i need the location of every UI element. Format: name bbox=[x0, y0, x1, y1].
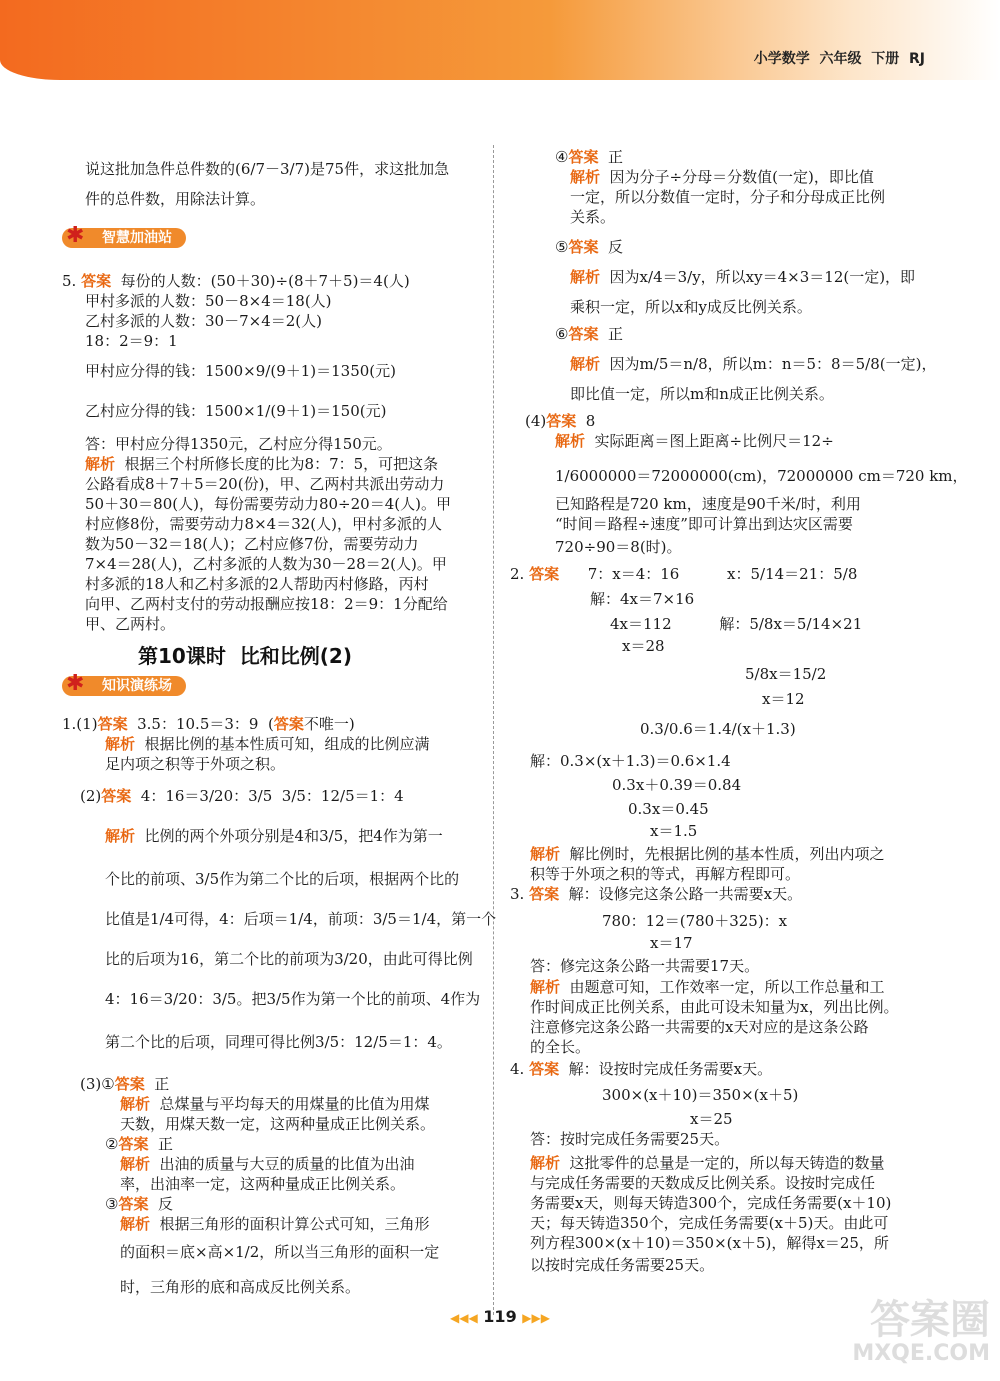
left-line-19: 解析 根据比例的基本性质可知，组成的比例应满 bbox=[105, 735, 430, 753]
right-line-18: 4x＝112 解：5/8x＝5/14×21 bbox=[610, 615, 863, 633]
left-arrows-icon: ◀◀◀ bbox=[450, 1311, 478, 1325]
right-line-43: 务需要x天，则每天铸造300个，完成任务需要(x＋10) bbox=[530, 1194, 892, 1212]
column-divider bbox=[493, 145, 494, 1315]
right-line-2: 一定，所以分数值一定时，分子和分母成正比例 bbox=[570, 188, 886, 206]
left-line-28: (3)①答案 正 bbox=[80, 1075, 170, 1093]
left-line-33: 率，出油率一定，这两种量成正比例关系。 bbox=[120, 1175, 406, 1193]
left-line-10: 公路看成8＋7＋5＝20(份)，甲、乙两村共派出劳动力 bbox=[85, 475, 445, 493]
left-line-7: 乙村应分得的钱：1500×1/(9＋1)＝150(元) bbox=[85, 402, 387, 420]
right-line-31: x＝17 bbox=[650, 934, 693, 952]
left-line-2: 5. 答案 每份的人数：(50＋30)÷(8＋7＋5)＝4(人) bbox=[62, 272, 410, 290]
right-line-46: 以按时完成任务需要25天。 bbox=[530, 1256, 715, 1274]
left-line-23: 个比的前项、3/5作为第二个比的后项，根据两个比的 bbox=[105, 870, 460, 888]
left-line-6: 甲村应分得的钱：1500×9/(9＋1)＝1350(元) bbox=[85, 362, 397, 380]
right-line-19: x＝28 bbox=[622, 637, 665, 655]
lesson-title: 第10课时 比和比例(2) bbox=[138, 644, 352, 668]
left-line-36: 的面积＝底×高×1/2，所以当三角形的面积一定 bbox=[120, 1243, 440, 1261]
left-line-26: 4：16＝3/20：3/5。把3/5作为第一个比的前项、4作为 bbox=[105, 990, 481, 1008]
right-line-45: 列方程300×(x＋10)＝350×(x＋5)，解得x＝25，所 bbox=[530, 1234, 889, 1252]
right-line-27: 解析 解比例时，先根据比例的基本性质，列出内项之 bbox=[530, 845, 885, 863]
right-line-30: 780：12＝(780＋325)：x bbox=[602, 912, 788, 930]
left-line-25: 比的后项为16，第二个比的前项为3/20，由此可得比例 bbox=[105, 950, 473, 968]
left-line-29: 解析 总煤量与平均每天的用煤量的比值为用煤 bbox=[120, 1095, 430, 1113]
right-line-9: 即比值一定，所以m和n成正比例关系。 bbox=[570, 385, 834, 403]
left-line-3: 甲村多派的人数：50－8×4＝18(人) bbox=[85, 292, 332, 310]
left-line-32: 解析 出油的质量与大豆的质量的比值为出油 bbox=[120, 1155, 415, 1173]
right-arrows-icon: ▶▶▶ bbox=[522, 1311, 550, 1325]
right-line-12: 1/6000000＝72000000(cm)，72000000 cm＝720 km， bbox=[555, 467, 968, 485]
section-banner-wisdom: ✱ 智慧加油站 bbox=[62, 228, 186, 248]
right-line-32: 答：修完这条公路一共需要17天。 bbox=[530, 957, 760, 975]
left-line-9: 解析 根据三个村所修长度的比为8：7：5，可把这条 bbox=[85, 455, 439, 473]
right-line-23: 解：0.3×(x＋1.3)＝0.6×1.4 bbox=[530, 752, 731, 770]
right-line-26: x＝1.5 bbox=[650, 822, 698, 840]
right-line-0: ④答案 正 bbox=[555, 148, 624, 166]
right-line-35: 注意修完这条公路一共需要的x天对应的是这条公路 bbox=[530, 1018, 869, 1036]
left-line-4: 乙村多派的人数：30－7×4＝2(人) bbox=[85, 312, 322, 330]
left-line-5: 18：2＝9：1 bbox=[85, 332, 178, 350]
left-line-31: ②答案 正 bbox=[105, 1135, 174, 1153]
right-line-40: 答：按时完成任务需要25天。 bbox=[530, 1130, 730, 1148]
left-line-15: 村多派的18人和乙村多派的2人帮助丙村修路，丙村 bbox=[85, 575, 429, 593]
right-line-29: 3. 答案 解：设修完这条公路一共需要x天。 bbox=[510, 885, 803, 903]
right-line-13: 已知路程是720 km，速度是90千米/时，利用 bbox=[555, 495, 861, 513]
left-line-27: 第二个比的后项，同理可得比例3/5：12/5＝1：4。 bbox=[105, 1033, 452, 1051]
left-line-22: 解析 比例的两个外项分别是4和3/5，把4作为第一 bbox=[105, 827, 443, 845]
right-line-5: 解析 因为x/4＝3/y，所以xy＝4×3＝12(一定)，即 bbox=[570, 268, 916, 286]
left-line-37: 时，三角形的底和高成反比例关系。 bbox=[120, 1278, 361, 1296]
runner-icon: ✱ bbox=[66, 671, 85, 696]
right-line-25: 0.3x＝0.45 bbox=[628, 800, 709, 818]
right-line-14: “时间＝路程÷速度”即可计算出到达灾区需要 bbox=[555, 515, 853, 533]
right-line-34: 作时间成正比例关系，由此可设未知量为x，列出比例。 bbox=[530, 998, 899, 1016]
right-line-39: x＝25 bbox=[690, 1110, 733, 1128]
right-line-6: 乘积一定，所以x和y成反比例关系。 bbox=[570, 298, 812, 316]
left-line-20: 足内项之积等于外项之积。 bbox=[105, 755, 286, 773]
left-line-18: 1.(1)答案 3.5：10.5＝3：9 (答案不唯一) bbox=[62, 715, 355, 733]
left-line-13: 数为50－32＝18(人)；乙村应修7份，需要劳动力 bbox=[85, 535, 419, 553]
left-line-16: 向甲、乙两村支付的劳动报酬应按18：2＝9：1分配给 bbox=[85, 595, 448, 613]
right-line-8: 解析 因为m/5＝n/8，所以m：n＝5：8＝5/8(一定)， bbox=[570, 355, 937, 373]
right-line-20: 5/8x＝15/2 bbox=[745, 665, 827, 683]
runner-icon: ✱ bbox=[66, 223, 85, 248]
page-number: 119 bbox=[483, 1307, 517, 1326]
right-line-36: 的全长。 bbox=[530, 1038, 591, 1056]
watermark-logo: 答案圈 MXQE.COM bbox=[852, 1297, 990, 1366]
right-line-17: 解：4x＝7×16 bbox=[590, 590, 695, 608]
top-banner bbox=[0, 0, 1000, 80]
right-line-16: 2. 答案 7：x＝4：16 x：5/14＝21：5/8 bbox=[510, 565, 858, 583]
right-line-38: 300×(x＋10)＝350×(x＋5) bbox=[602, 1086, 799, 1104]
book-header: 小学数学 六年级 下册 RJ bbox=[753, 51, 925, 67]
right-line-41: 解析 这批零件的总量是一定的，所以每天铸造的数量 bbox=[530, 1154, 885, 1172]
right-line-44: 天；每天铸造350个，完成任务需要(x＋5)天。由此可 bbox=[530, 1214, 889, 1232]
right-line-10: (4)答案 8 bbox=[525, 412, 596, 430]
left-line-30: 天数，用煤天数一定，这两种量成正比例关系。 bbox=[120, 1115, 436, 1133]
left-line-11: 50＋30＝80(人)，每份需要劳动力80÷20＝4(人)。甲 bbox=[85, 495, 451, 513]
left-line-12: 村应修8份，需要劳动力8×4＝32(人)，甲村多派的人 bbox=[85, 515, 442, 533]
right-line-7: ⑥答案 正 bbox=[555, 325, 624, 343]
left-line-17: 甲、乙两村。 bbox=[85, 615, 176, 633]
right-line-11: 解析 实际距离＝图上距离÷比例尺＝12÷ bbox=[555, 432, 834, 450]
left-line-1: 件的总件数，用除法计算。 bbox=[85, 190, 266, 208]
right-line-42: 与完成任务需要的天数成反比例关系。设按时完成任 bbox=[530, 1174, 876, 1192]
left-line-14: 7×4＝28(人)，乙村多派的人数为30－28＝2(人)。甲 bbox=[85, 555, 447, 573]
right-line-21: x＝12 bbox=[762, 690, 805, 708]
right-line-3: 关系。 bbox=[570, 208, 616, 226]
right-line-33: 解析 由题意可知，工作效率一定，所以工作总量和工 bbox=[530, 978, 885, 996]
right-line-28: 积等于外项之积的等式，再解方程即可。 bbox=[530, 865, 801, 883]
left-line-8: 答：甲村应分得1350元，乙村应分得150元。 bbox=[85, 435, 392, 453]
right-line-37: 4. 答案 解：设按时完成任务需要x天。 bbox=[510, 1060, 773, 1078]
right-line-15: 720÷90＝8(时)。 bbox=[555, 538, 682, 556]
right-line-22: 0.3/0.6＝1.4/(x＋1.3) bbox=[640, 720, 796, 738]
section-banner-practice: ✱ 知识演练场 bbox=[62, 676, 186, 696]
left-line-0: 说这批加急件总件数的(6/7－3/7)是75件，求这批加急 bbox=[85, 160, 450, 178]
right-line-4: ⑤答案 反 bbox=[555, 238, 624, 256]
right-line-1: 解析 因为分子÷分母＝分数值(一定)，即比值 bbox=[570, 168, 874, 186]
left-line-34: ③答案 反 bbox=[105, 1195, 174, 1213]
left-line-35: 解析 根据三角形的面积计算公式可知，三角形 bbox=[120, 1215, 430, 1233]
left-line-21: (2)答案 4：16＝3/20：3/5 3/5：12/5＝1：4 bbox=[80, 787, 404, 805]
right-line-24: 0.3x＋0.39＝0.84 bbox=[612, 776, 742, 794]
left-line-24: 比值是1/4可得，4：后项＝1/4，前项：3/5＝1/4，第一个 bbox=[105, 910, 497, 928]
